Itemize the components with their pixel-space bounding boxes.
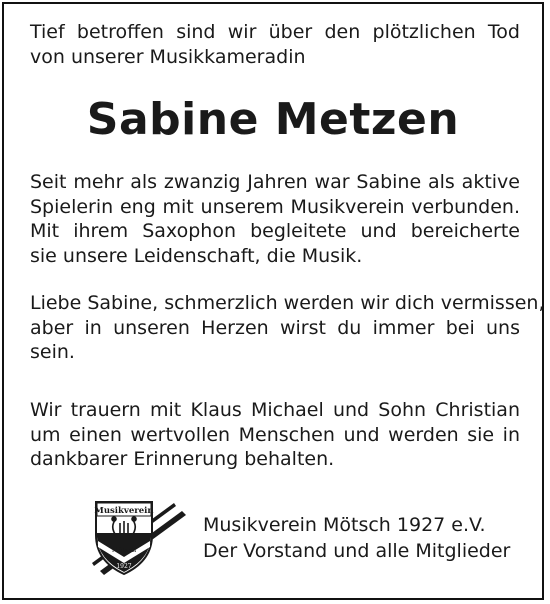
logo-year: 1927 [116,563,132,570]
paragraph-line: Mit ihrem Saxophon begleitete und bereicherte [30,220,520,242]
paragraph-tribute [30,170,520,268]
deceased-name: Sabine Metzen [86,94,460,145]
paragraph-line: sie unsere Leidenschaft, die Musik. [30,244,363,267]
paragraph-line: um einen wertvollen Menschen und werden sie in [30,423,520,446]
signature-block [203,512,510,564]
signature-club: Musikverein Mötsch 1927 e.V. [203,514,486,536]
music-club-logo [78,497,188,577]
paragraph-line: sein. [30,341,75,363]
intro-line: Tief betroffen sind wir über den plötzlichen Tod [30,21,520,43]
signature-board: Der Vorstand und alle Mitglieder [203,540,511,562]
paragraph-condolence [30,398,520,472]
intro-line: von unserer Musikkameradin [30,45,306,68]
logo-top-text: Musikverein [94,506,154,516]
paragraph-farewell [30,291,545,365]
paragraph-line: aber in unseren Herzen wirst du immer bei uns [30,316,520,339]
paragraph-line: Seit mehr als zwanzig Jahren war Sabine als aktive [30,171,520,193]
logo-bottom-text: Mötsch [111,546,137,554]
paragraph-line: Spielerin eng mit unserem Musikverein verbunden. [30,195,520,218]
intro-text [30,20,520,69]
paragraph-line: Wir trauern mit Klaus Michael und Sohn Christian [30,399,520,421]
paragraph-line: dankbarer Erinnerung behalten. [30,448,335,470]
paragraph-line: Liebe Sabine, schmerzlich werden wir dich vermissen, [30,292,545,314]
